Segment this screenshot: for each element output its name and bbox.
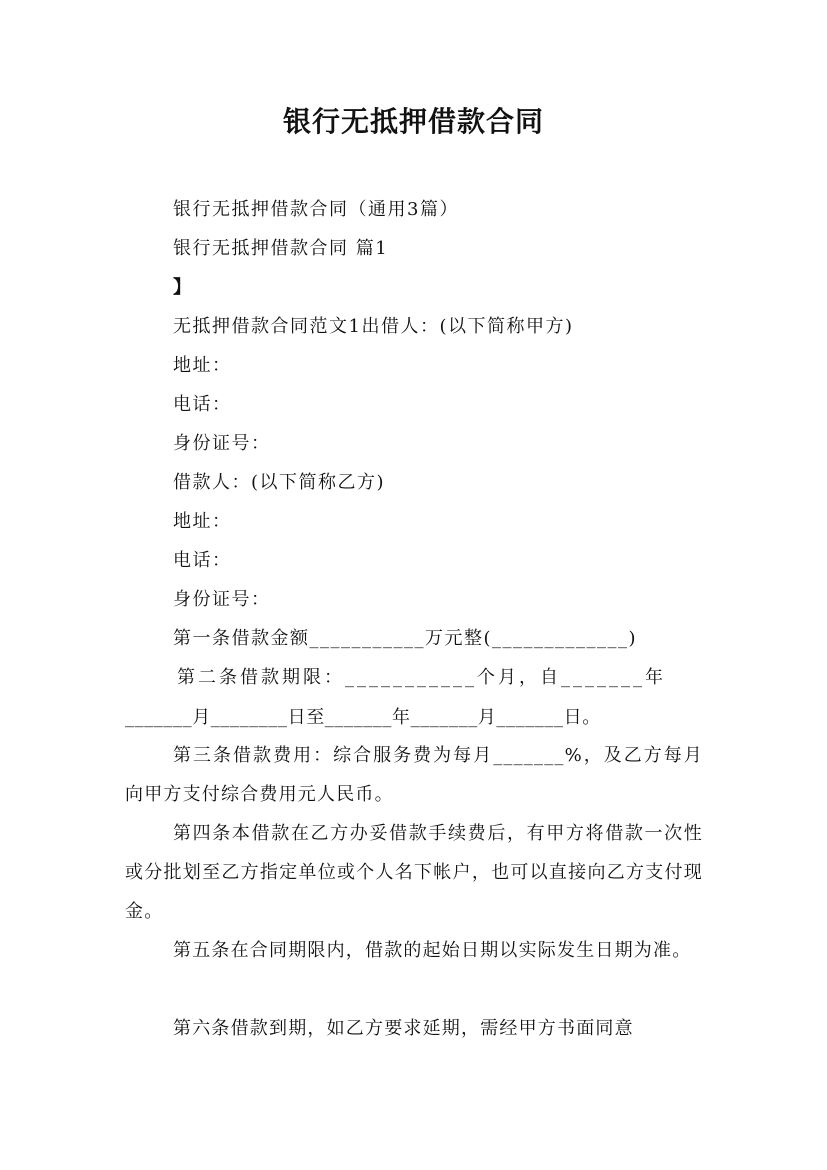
borrower-id-number: 身份证号： <box>173 589 271 610</box>
lender-phone: 电话： <box>173 394 232 415</box>
bracket-mark: 】 <box>173 277 193 298</box>
article-2-line-1: 第二条借款期限：___________个月，自_______年 <box>177 667 666 688</box>
document-title: 银行无抵押借款合同 <box>282 105 544 138</box>
lender-id-number: 身份证号： <box>173 433 271 454</box>
lender-address: 地址： <box>173 355 232 376</box>
article-1: 第一条借款金额___________万元整(_____________) <box>173 628 638 649</box>
borrower-phone: 电话： <box>173 550 232 571</box>
article-6: 第六条借款到期，如乙方要求延期，需经甲方书面同意 <box>173 1018 634 1039</box>
section-heading: 银行无抵押借款合同 篇1 <box>173 238 389 259</box>
borrower-address: 地址： <box>173 511 232 532</box>
article-4: 第四条本借款在乙方办妥借款手续费后，有甲方将借款一次性或分批划至乙方指定单位或个人名下帐户，也可以直接向乙方支付现金。 <box>125 823 703 922</box>
article-3: 第三条借款费用：综合服务费为每月_______%，及乙方每月向甲方支付综合费用元人民币。 <box>125 745 703 805</box>
lender-line: 无抵押借款合同范文1出借人：(以下简称甲方) <box>173 316 574 337</box>
article-2-line-2: _______月________日至_______年_______月_______日。 <box>125 707 601 728</box>
borrower-line: 借款人：(以下简称乙方) <box>173 472 386 493</box>
document-subtitle: 银行无抵押借款合同（通用3篇） <box>173 199 459 220</box>
article-5: 第五条在合同期限内，借款的起始日期以实际发生日期为准。 <box>173 940 692 961</box>
